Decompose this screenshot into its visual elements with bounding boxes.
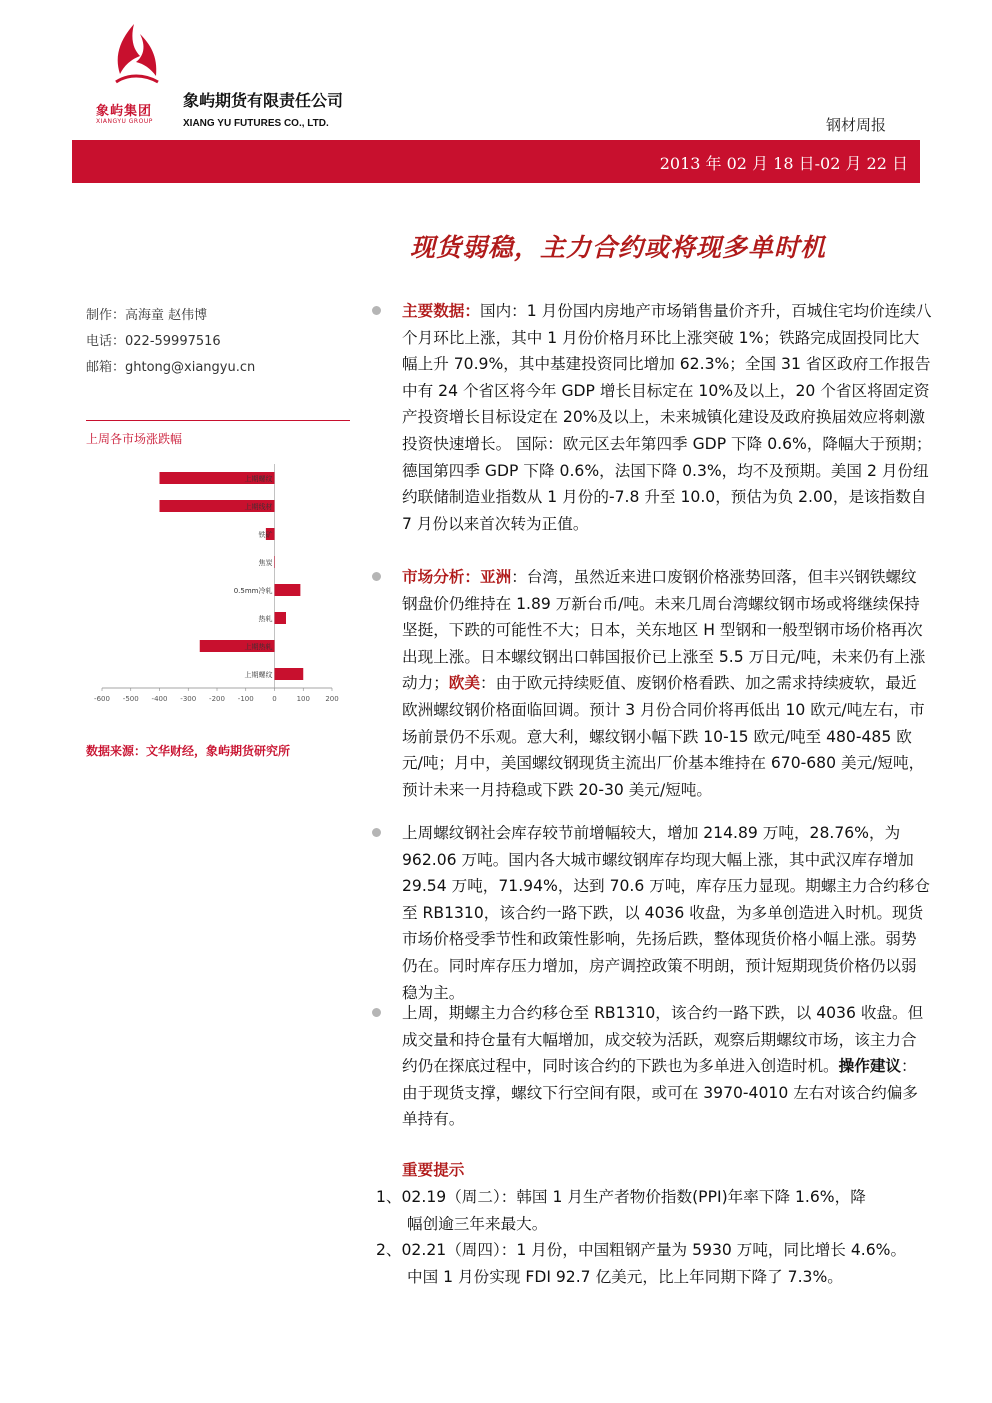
tip-item: [376, 1184, 936, 1237]
label-market-analysis: 市场分析：: [402, 568, 480, 586]
paragraph-main-data: [402, 298, 932, 537]
label-asia: 亚洲: [479, 568, 512, 586]
paragraph-futures: [402, 1000, 932, 1133]
category-label: 上期螺纹: [244, 671, 273, 679]
tip-line: 中国 1 月份实现 FDI 92.7 亿美元，比上年同期下降了 7.3%。: [407, 1267, 843, 1286]
report-date-range: 2013 年 02 月 18 日-02 月 22 日: [659, 154, 908, 173]
logo-text: 象屿集团: [96, 104, 153, 119]
tip-number: 2、: [376, 1241, 402, 1259]
chart-title: 上周各市场涨跌幅: [86, 432, 183, 446]
chart-bar: [275, 668, 304, 680]
category-label: 热轧: [258, 615, 273, 623]
label-operation-advice: 操作建议: [838, 1057, 902, 1076]
category-label: 上期线材: [244, 503, 273, 511]
paragraph-inventory: [402, 820, 932, 1006]
tip-line: 幅创逾三年来最大。: [407, 1214, 548, 1233]
chart-bar: [275, 556, 276, 568]
email: 邮箱：ghtong@xiangyu.cn: [86, 360, 256, 375]
category-label: 上期螺纹: [244, 475, 273, 483]
category-label: 0.5mm冷轧: [233, 587, 273, 595]
logo-text-en: XIANGYU GROUP: [96, 118, 153, 125]
x-tick-label: -300: [180, 695, 197, 703]
tip-item: [376, 1237, 936, 1290]
tip-line: 02.21（周四）：1 月份，中国粗钢产量为 5930 万吨，同比增长 4.6%。: [401, 1241, 907, 1259]
paragraph-market-analysis: [402, 564, 932, 803]
europe-text: ：由于欧元持续贬值、废钢价格看跌、加之需求持续疲软，最近欧洲螺纹钢价格面临回调。预计 3 月份合同价将再低出 10 欧元/吨左右，市场前景仍不乐观。意大利，螺纹钢小幅下跌 10-15 欧元/吨至 480-485 欧元/吨；月中，美国螺纹钢现货主流出厂价基本维持在 670-680 美元/短吨，预计未来一月持稳或下跌 20-30 美元/短吨。: [402, 674, 925, 799]
futures-text: 上周，期螺主力合约移仓至 RB1310，该合约一路下跌，以 4036 收盘。但成交量和持仓量有大幅增加，成交较为活跃，观察后期螺纹市场，该主力合约仍在探底过程中，同时该合约的下跌也为多单进入创造时机。: [402, 1004, 924, 1076]
x-tick-label: -200: [209, 695, 225, 703]
category-label: 上期热轧: [244, 643, 273, 651]
tip-line: 02.19（周二）：韩国 1 月生产者物价指数(PPI)年率下降 1.6%，降: [401, 1188, 866, 1206]
logo-mark-icon: [100, 22, 170, 92]
asia-text: ：台湾，虽然近来进口废钢价格涨势回落，但丰兴钢铁螺纹钢盘价仍维持在 1.89 万新台币/吨。未来几周台湾螺纹钢市场或将继续保持坚挺，下跌的可能性不大；日本，关东地区 H 型钢和一般型钢市场价格再次出现上涨。日本螺纹钢出口韩国报价已上涨至 5.5 万日元/吨，未来仍有上涨动力；: [402, 568, 926, 693]
phone: 电话：022-59997516: [86, 334, 221, 349]
author: 制作：高海童 赵伟博: [86, 308, 208, 323]
category-label: 铁矿: [258, 531, 273, 539]
company-name-en: XIANG YU FUTURES CO., LTD.: [183, 118, 329, 129]
x-tick-label: 200: [325, 695, 339, 703]
tip-number: 1、: [376, 1188, 402, 1206]
market-change-chart: [82, 458, 352, 723]
bullet-icon: [372, 572, 381, 581]
x-tick-label: -400: [151, 695, 168, 703]
tips-heading: 重要提示: [402, 1161, 465, 1179]
label-main-data: 主要数据：: [402, 302, 480, 320]
chart-bar: [275, 612, 287, 624]
x-tick-label: 0: [272, 695, 277, 703]
page-title: 现货弱稳，主力合约或将现多单时机: [410, 233, 827, 262]
bullet-icon: [372, 306, 381, 315]
inventory-text: 上周螺纹钢社会库存较节前增幅较大，增加 214.89 万吨，28.76%，为 962.06 万吨。国内各大城市螺纹钢库存均现大幅上涨，其中武汉库存增加 29.54 万吨，71.94%，达到 70.6 万吨，库存压力显现。期螺主力合约移仓至 RB1310，该合约一路下跌，以 4036 收盘，为多单创造进入时机。现货市场价格受季节性和政策性影响，先扬后跌，整体现货价格小幅上涨。弱势仍在。同时库存压力增加，房产调控政策不明朗，预计短期现货价格仍以弱稳为主。: [402, 824, 930, 1002]
x-tick-label: -100: [237, 695, 254, 703]
company-name: 象屿期货有限责任公司: [183, 91, 344, 110]
bullet-icon: [372, 1008, 381, 1017]
source-note: 数据来源：文华财经，象屿期货研究所: [86, 744, 291, 758]
x-tick-label: 100: [296, 695, 310, 703]
operation-advice-text: ：由于现货支撑，螺纹下行空间有限，或可在 3970-4010 左右对该合约偏多单持有。: [402, 1057, 918, 1129]
category-label: 焦炭: [258, 559, 273, 567]
x-tick-label: -500: [122, 695, 139, 703]
section-divider: [86, 420, 350, 421]
report-type: 钢材周报: [826, 116, 887, 134]
bullet-icon: [372, 828, 381, 837]
main-data-text: 国内：1 月份国内房地产市场销售量价齐升，百城住宅均价连续八个月环比上涨，其中 1 月份价格月环比上涨突破 1%；铁路完成固投同比大幅上升 70.9%，其中基建投资同比增加 62.3%；全国 31 省区政府工作报告中有 24 个省区将今年 GDP 增长目标定在 10%及以上，20 个省区将固定资产投资增长目标设定在 20%及以上，未来城镇化建设及政府换届效应将刺激投资快速增长。 国际：欧元区去年第四季 GDP 下降 0.6%，降幅大于预期；德国第四季 GDP 下降 0.6%，法国下降 0.3%，均不及预期。美国 2 月份纽约联储制造业指数从 1 月份的-7.8 升至 10.0，预估为负 2.00，是该指数自 7 月份以来首次转为正值。: [402, 302, 932, 533]
label-europe: 欧美: [448, 674, 480, 693]
chart-bar: [275, 584, 301, 596]
x-tick-label: -600: [94, 695, 110, 703]
